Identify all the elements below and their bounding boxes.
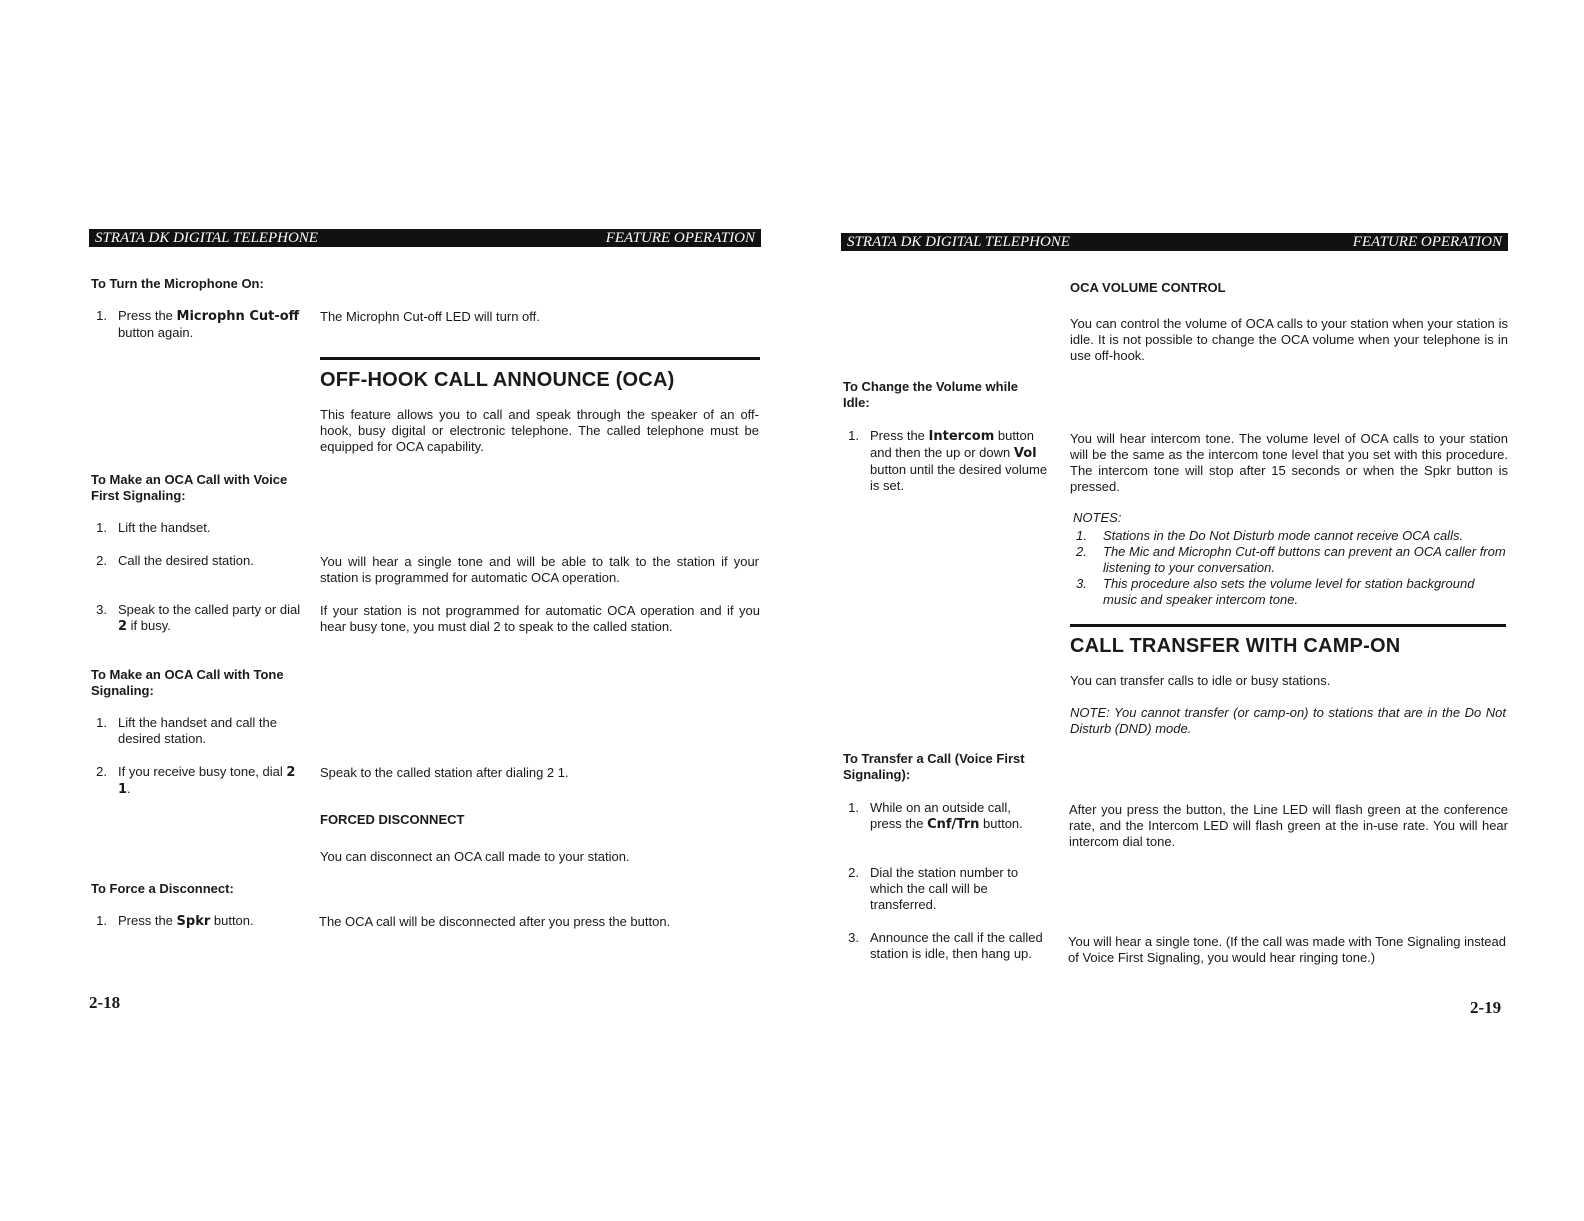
force-disconnect-heading: To Force a Disconnect: [91,881,234,896]
step-text: Announce the call if the called station is idle, then hang up. [870,930,1043,961]
step-number: 1. [848,428,859,443]
force-disconnect-step-1 [91,913,301,930]
transfer-step-3 [843,930,1053,962]
step-text: button again. [118,325,194,340]
notes-label: NOTES: [1073,510,1122,525]
step-number: 2. [96,764,107,779]
notes-block [1073,510,1508,608]
oca-section-rule [320,357,760,360]
vol-key: Vol [1013,446,1037,461]
note-number: 1. [1076,528,1087,543]
voice-first-heading: To Make an OCA Call with Voice First Signaling: [91,472,288,503]
step-text: if busy. [127,618,171,633]
step-text: Lift the handset. [118,520,211,535]
change-volume-step-1-result: You will hear intercom tone. The volume level of OCA calls to your station will be the same as the intercom tone level that you set with this procedure. The intercom tone will stop after 15 seconds or when the Spkr button is pressed. [1070,431,1508,494]
transfer-step-1-result: After you press the button, the Line LED will flash green at the conference rate, and the Intercom LED will flash green at the in-use rate. You will hear intercom dial tone. [1069,802,1508,849]
step-text: . [127,781,131,796]
voice-first-step-2-result: You will hear a single tone and will be able to talk to the station if your station is programmed for automatic OCA operation. [320,554,759,585]
note-text: This procedure also sets the volume level for station background music and speaker intercom tone. [1103,576,1475,607]
step-number: 1. [96,520,107,535]
transfer-step-1 [843,800,1043,833]
transfer-step-3-result: You will hear a single tone. (If the call was made with Tone Signaling instead of Voice First Signaling, you would hear ringing tone.) [1068,934,1506,965]
transfer-step-2 [843,865,1043,913]
right-header-title: STRATA DK DIGITAL TELEPHONE [847,234,1070,250]
dial-2-1-key: 2 1 [118,765,296,797]
left-page-number: 2-18 [89,993,121,1012]
dial-2-key: 2 [118,619,128,634]
left-header-title: STRATA DK DIGITAL TELEPHONE [95,230,318,246]
step-text: Call the desired station. [118,553,254,568]
change-volume-heading: To Change the Volume while Idle: [843,379,1019,410]
step-text: button. [979,816,1023,831]
step-number: 1. [96,715,107,730]
left-header-section: FEATURE OPERATION [605,230,755,246]
voice-first-step-1 [91,520,301,536]
right-header-section: FEATURE OPERATION [1352,234,1502,250]
step-text: Press the [118,913,177,928]
mic-on-heading: To Turn the Microphone On: [91,276,264,291]
call-transfer-title: CALL TRANSFER WITH CAMP-ON [1070,635,1401,657]
tone-step-1 [91,715,301,747]
note-item [1073,544,1508,576]
step-number: 3. [848,930,859,945]
step-text: button and then the up or down [870,428,1035,460]
forced-disconnect-title: FORCED DISCONNECT [320,812,465,827]
step-text: Press the [870,428,929,443]
step-text: Lift the handset and call the desired station. [118,715,278,746]
voice-first-step-3 [91,602,301,635]
left-page-header-bar [89,229,761,247]
step-text: button. [210,913,254,928]
note-text: The Mic and Microphn Cut-off buttons can prevent an OCA caller from listening to your conversation. [1103,544,1506,575]
mic-on-step-1 [91,308,301,341]
tone-step-2-result: Speak to the called station after dialing 2 1. [320,765,569,780]
intercom-key: Intercom [928,429,995,444]
right-page-header-bar [841,233,1508,251]
voice-first-step-3-result: If your station is not programmed for automatic OCA operation and if you hear busy tone, you must dial 2 to speak to the called station. [320,603,760,634]
oca-volume-intro: You can control the volume of OCA calls to your station when your station is idle. It is not possible to change the OCA volume when your telephone is in use off-hook. [1070,316,1508,363]
tone-step-2 [91,764,301,798]
microphn-cutoff-key: Microphn Cut-off [176,309,300,324]
step-text: button until the desired volume is set. [870,462,1048,493]
step-number: 3. [96,602,107,617]
call-transfer-intro: You can transfer calls to idle or busy stations. [1070,673,1331,688]
step-number: 1. [96,913,107,928]
oca-volume-title: OCA VOLUME CONTROL [1070,280,1226,295]
spkr-key: Spkr [176,914,211,929]
transfer-section-rule [1070,624,1506,627]
oca-intro-text: This feature allows you to call and speak through the speaker of an off-hook, busy digital or electronic telephone. The called telephone must be equipped for OCA capability. [320,407,759,454]
step-number: 2. [96,553,107,568]
forced-disconnect-intro: You can disconnect an OCA call made to your station. [320,849,630,864]
step-text: Dial the station number to which the call will be transferred. [870,865,1019,912]
tone-signaling-heading: To Make an OCA Call with Tone Signaling: [91,667,284,698]
step-number: 2. [848,865,859,880]
step-text: While on an outside call, press the [870,800,1011,831]
transfer-voice-first-heading: To Transfer a Call (Voice First Signaling): [843,751,1025,782]
force-disconnect-step-1-result: The OCA call will be disconnected after you press the button. [319,914,671,929]
note-text: Stations in the Do Not Disturb mode cannot receive OCA calls. [1103,528,1464,543]
step-text: Press the [118,308,177,323]
note-number: 3. [1076,576,1087,591]
oca-section-title: OFF-HOOK CALL ANNOUNCE (OCA) [320,369,675,391]
change-volume-step-1 [843,428,1053,494]
note-item [1073,576,1508,608]
note-number: 2. [1076,544,1087,559]
call-transfer-note: NOTE: You cannot transfer (or camp-on) to stations that are in the Do Not Disturb (DND) mode. [1070,705,1506,736]
step-number: 1. [96,308,107,323]
step-text: If you receive busy tone, dial [118,764,287,779]
mic-on-step-1-result: The Microphn Cut-off LED will turn off. [320,309,540,324]
step-text: Speak to the called party or dial [118,602,301,617]
note-item [1073,528,1508,544]
right-page-number: 2-19 [1470,998,1502,1017]
cnf-trn-key: Cnf/Trn [927,817,980,832]
step-number: 1. [848,800,859,815]
voice-first-step-2 [91,553,301,569]
